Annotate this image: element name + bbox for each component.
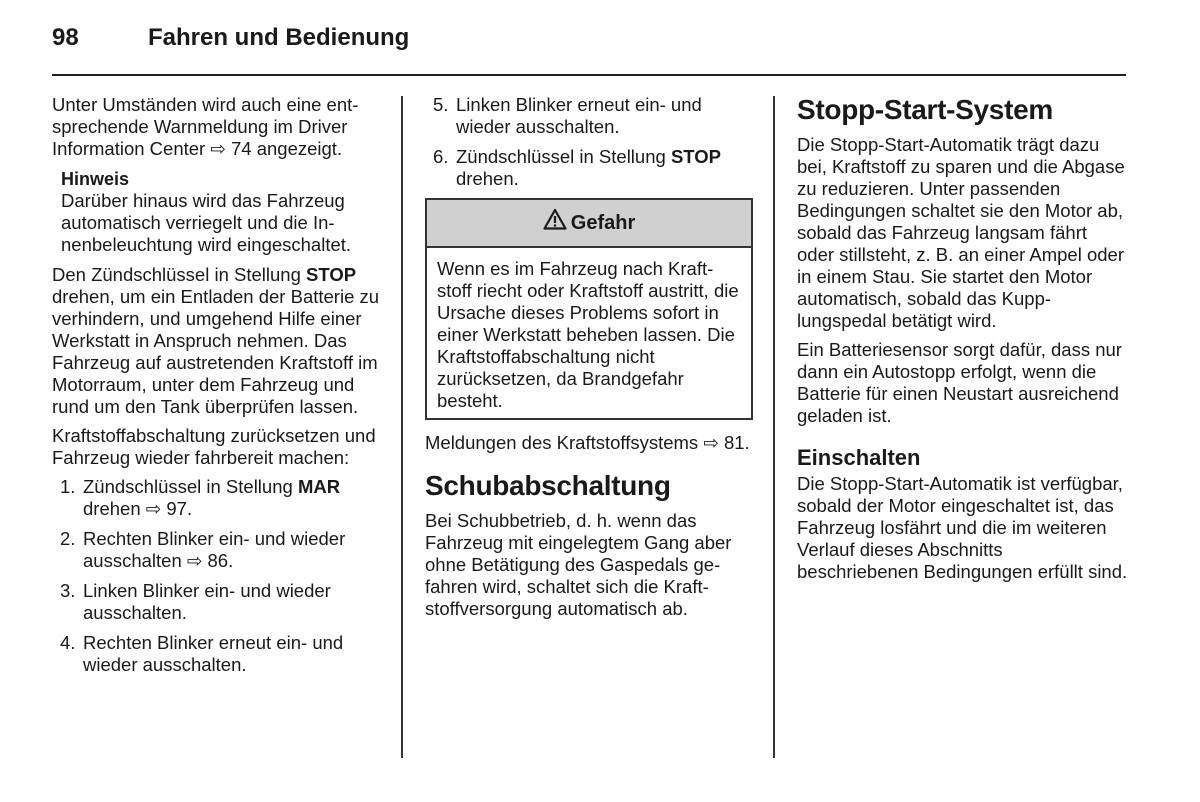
list-item <box>52 476 386 520</box>
list-item <box>425 146 757 190</box>
danger-header <box>427 200 751 248</box>
step-number: 5. <box>433 94 449 115</box>
subheading-einschalten: Einschalten <box>797 445 921 470</box>
list-item <box>52 632 386 676</box>
paragraph-stopp-start-intro: Die Stopp-Start-Automatik trägt dazu bei, Kraftstoff zu sparen und die Abgase zu reduzieren. Unter passenden Bedingungen schaltet sie den Motor ab, sobald das Fahrzeug langsam fährt oder stillsteht, z. B. an einer Ampel oder in einem Stau. Sie startet den Motor automatisch, sobald das Kupplungspedal betätigt wird. <box>797 134 1125 331</box>
steps-list <box>425 94 757 190</box>
danger-text: Wenn es im Fahrzeug nach Kraftstoff riecht oder Kraftstoff austritt, die Ursache dieses Problems sofort in einer Werkstatt beheben lassen. Die Kraftstoffabschaltung nicht zurücksetzen, da Brandgefahr besteht. <box>437 258 739 411</box>
step-text: Rechten Blinker erneut ein- und wieder ausschalten. <box>83 632 344 675</box>
bold-term: STOP <box>306 264 357 285</box>
page-number: 98 <box>52 24 79 51</box>
column-left <box>52 94 386 684</box>
column-right <box>797 94 1129 590</box>
danger-title: Gefahr <box>570 212 636 234</box>
paragraph-batteriesensor: Ein Batteriesensor sorgt dafür, dass nur dann ein Autostopp erfolgt, wenn die Batterie für einen Neustart ausreichend geladen ist. <box>797 339 1122 426</box>
text-segment: drehen, um ein Entladen der Batterie zu verhindern, und umgehend Hilfe einer Werkstatt in Anspruch nehmen. Das Fahrzeug auf austretenden Kraftstoff im Motorraum, unter dem Fahrzeug und rund um den Tank überprüfen lassen. <box>52 286 380 417</box>
paragraph-stop-key <box>52 264 386 418</box>
column-middle <box>425 94 757 627</box>
column-divider <box>401 96 403 758</box>
note-box <box>61 168 386 256</box>
note-title: Hinweis <box>61 169 130 189</box>
heading-stopp-start: Stopp-Start-System <box>797 94 1053 125</box>
danger-box <box>425 198 753 420</box>
step-text: Linken Blinker erneut ein- und wieder ausschalten. <box>456 94 702 137</box>
bold-term: MAR <box>297 476 341 497</box>
step-text: Zündschlüssel in Stellung <box>456 146 671 167</box>
step-text: Rechten Blinker ein- und wieder ausschalten ⇨ 86. <box>83 528 346 571</box>
step-number: 2. <box>60 528 76 549</box>
list-item <box>425 94 757 138</box>
heading-schubabschaltung: Schubabschaltung <box>425 470 671 501</box>
header-rule <box>52 74 1126 76</box>
step-number: 4. <box>60 632 76 653</box>
step-text: Zündschlüssel in Stellung <box>83 476 298 497</box>
steps-list <box>52 476 386 676</box>
step-number: 6. <box>433 146 449 167</box>
list-item <box>52 528 386 572</box>
step-text: Linken Blinker ein- und wieder ausschalten. <box>83 580 331 623</box>
paragraph-warnmeldung: Unter Umständen wird auch eine entsprechende Warnmeldung im Driver Information Center ⇨ 74 angezeigt. <box>52 94 359 159</box>
step-text: drehen ⇨ 97. <box>83 498 193 519</box>
note-text: Darüber hinaus wird das Fahrzeug automatisch verriegelt und die Innenbeleuchtung wird eingeschaltet. <box>61 190 352 255</box>
text-segment: Den Zündschlüssel in Stellung <box>52 264 307 285</box>
column-divider <box>773 96 775 758</box>
step-number: 3. <box>60 580 76 601</box>
warning-triangle-icon <box>543 201 567 247</box>
bold-term: STOP <box>670 146 721 167</box>
step-text: drehen. <box>456 168 519 189</box>
paragraph-messages: Meldungen des Kraftstoffsystems ⇨ 81. <box>425 432 750 453</box>
list-item <box>52 580 386 624</box>
section-title: Fahren und Bedienung <box>148 24 410 51</box>
step-number: 1. <box>60 476 76 497</box>
paragraph-schubbetrieb: Bei Schubbetrieb, d. h. wenn das Fahrzeug mit eingelegtem Gang aber ohne Betätigung des Gaspedals gefahren wird, schaltet sich die Kraftstoffversorgung automatisch ab. <box>425 510 732 619</box>
paragraph-einschalten: Die Stopp-Start-Automatik ist verfügbar, sobald der Motor eingeschaltet ist, das Fahrzeug losfährt und die im weiteren Verlauf dieses Abschnitts beschriebenen Bedingungen erfüllt sind. <box>797 473 1128 582</box>
paragraph-reset: Kraftstoffabschaltung zurücksetzen und Fahrzeug wieder fahrbereit machen: <box>52 425 376 468</box>
